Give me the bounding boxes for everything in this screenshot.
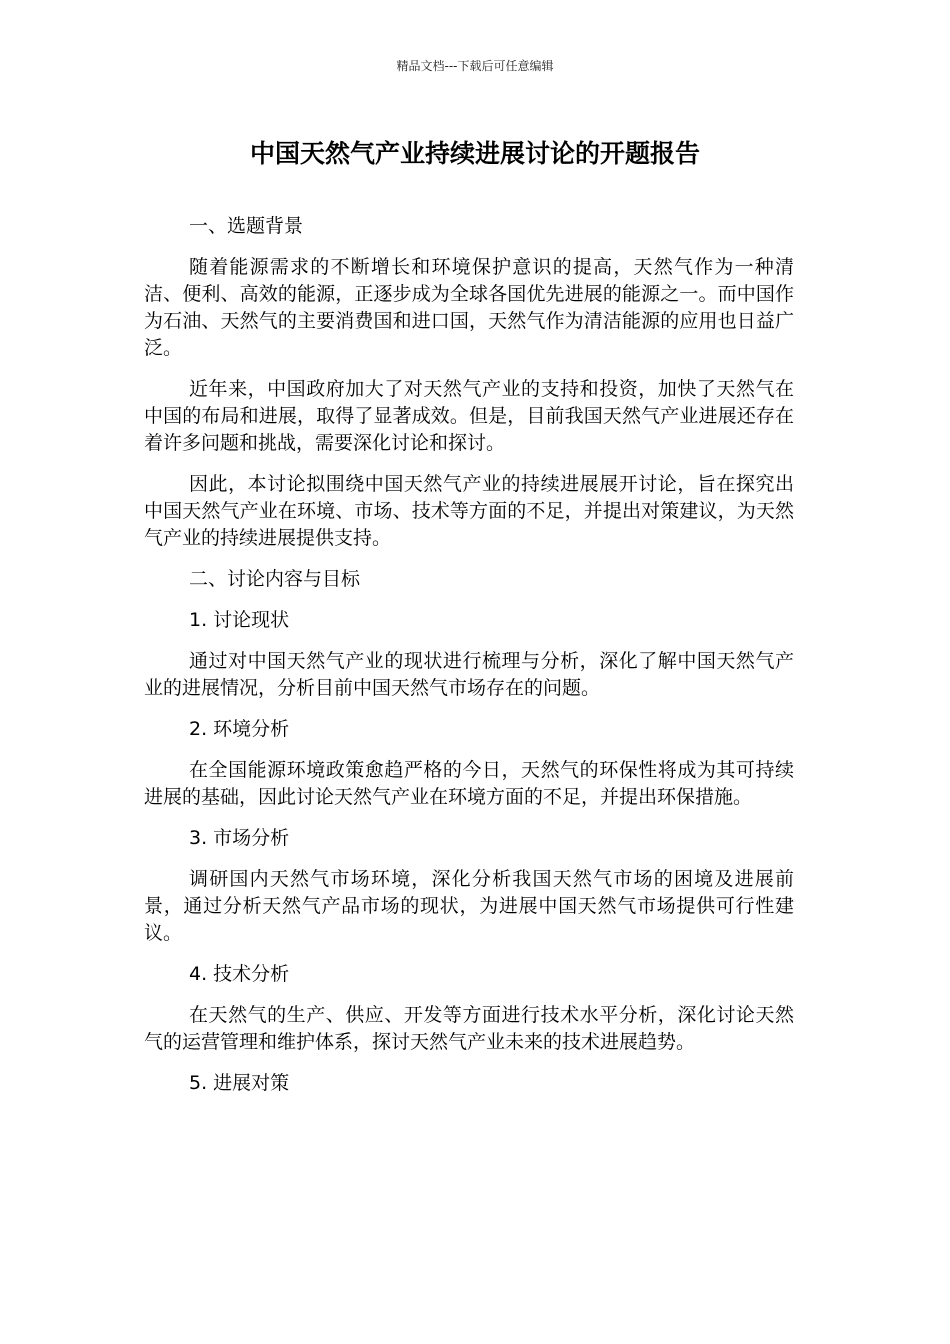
item-heading-environment: 2. 环境分析 bbox=[189, 718, 290, 740]
paragraph-background-1: 随着能源需求的不断增长和环境保护意识的提高，天然气作为一种清洁、便利、高效的能源，正逐步成为全球各国优先进展的能源之一。而中国作为石油、天然气的主要消费国和进口国，天然气作为清洁能源的应用也日益广泛。 bbox=[144, 256, 794, 359]
paragraph-background-2: 近年来，中国政府加大了对天然气产业的支持和投资，加快了天然气在中国的布局和进展，取得了显著成效。但是，目前我国天然气产业进展还存在着许多问题和挑战，需要深化讨论和探讨。 bbox=[144, 378, 794, 454]
document-body bbox=[144, 213, 794, 1111]
item-text-market: 调研国内天然气市场环境，深化分析我国天然气市场的困境及进展前景，通过分析天然气产品市场的现状，为进展中国天然气市场提供可行性建议。 bbox=[144, 868, 794, 944]
item-heading-status: 1. 讨论现状 bbox=[189, 609, 290, 631]
section-heading-content-goals: 二、讨论内容与目标 bbox=[189, 568, 361, 590]
document-title: 中国天然气产业持续进展讨论的开题报告 bbox=[249, 139, 700, 168]
item-text-technology: 在天然气的生产、供应、开发等方面进行技术水平分析，深化讨论天然气的运营管理和维护体系，探讨天然气产业未来的技术进展趋势。 bbox=[144, 1004, 794, 1053]
item-text-status: 通过对中国天然气产业的现状进行梳理与分析，深化了解中国天然气产业的进展情况，分析目前中国天然气市场存在的问题。 bbox=[144, 650, 794, 699]
item-text-environment: 在全国能源环境政策愈趋严格的今日，天然气的环保性将成为其可持续进展的基础，因此讨论天然气产业在环境方面的不足，并提出环保措施。 bbox=[144, 759, 794, 808]
section-heading-background: 一、选题背景 bbox=[189, 215, 304, 237]
item-heading-countermeasures: 5. 进展对策 bbox=[189, 1072, 290, 1094]
page-header-note: 精品文档---下载后可任意编辑 bbox=[396, 59, 554, 73]
item-heading-market: 3. 市场分析 bbox=[189, 827, 290, 849]
item-heading-technology: 4. 技术分析 bbox=[189, 963, 290, 985]
paragraph-background-3: 因此，本讨论拟围绕中国天然气产业的持续进展展开讨论，旨在探究出中国天然气产业在环境、市场、技术等方面的不足，并提出对策建议，为天然气产业的持续进展提供支持。 bbox=[144, 473, 794, 549]
